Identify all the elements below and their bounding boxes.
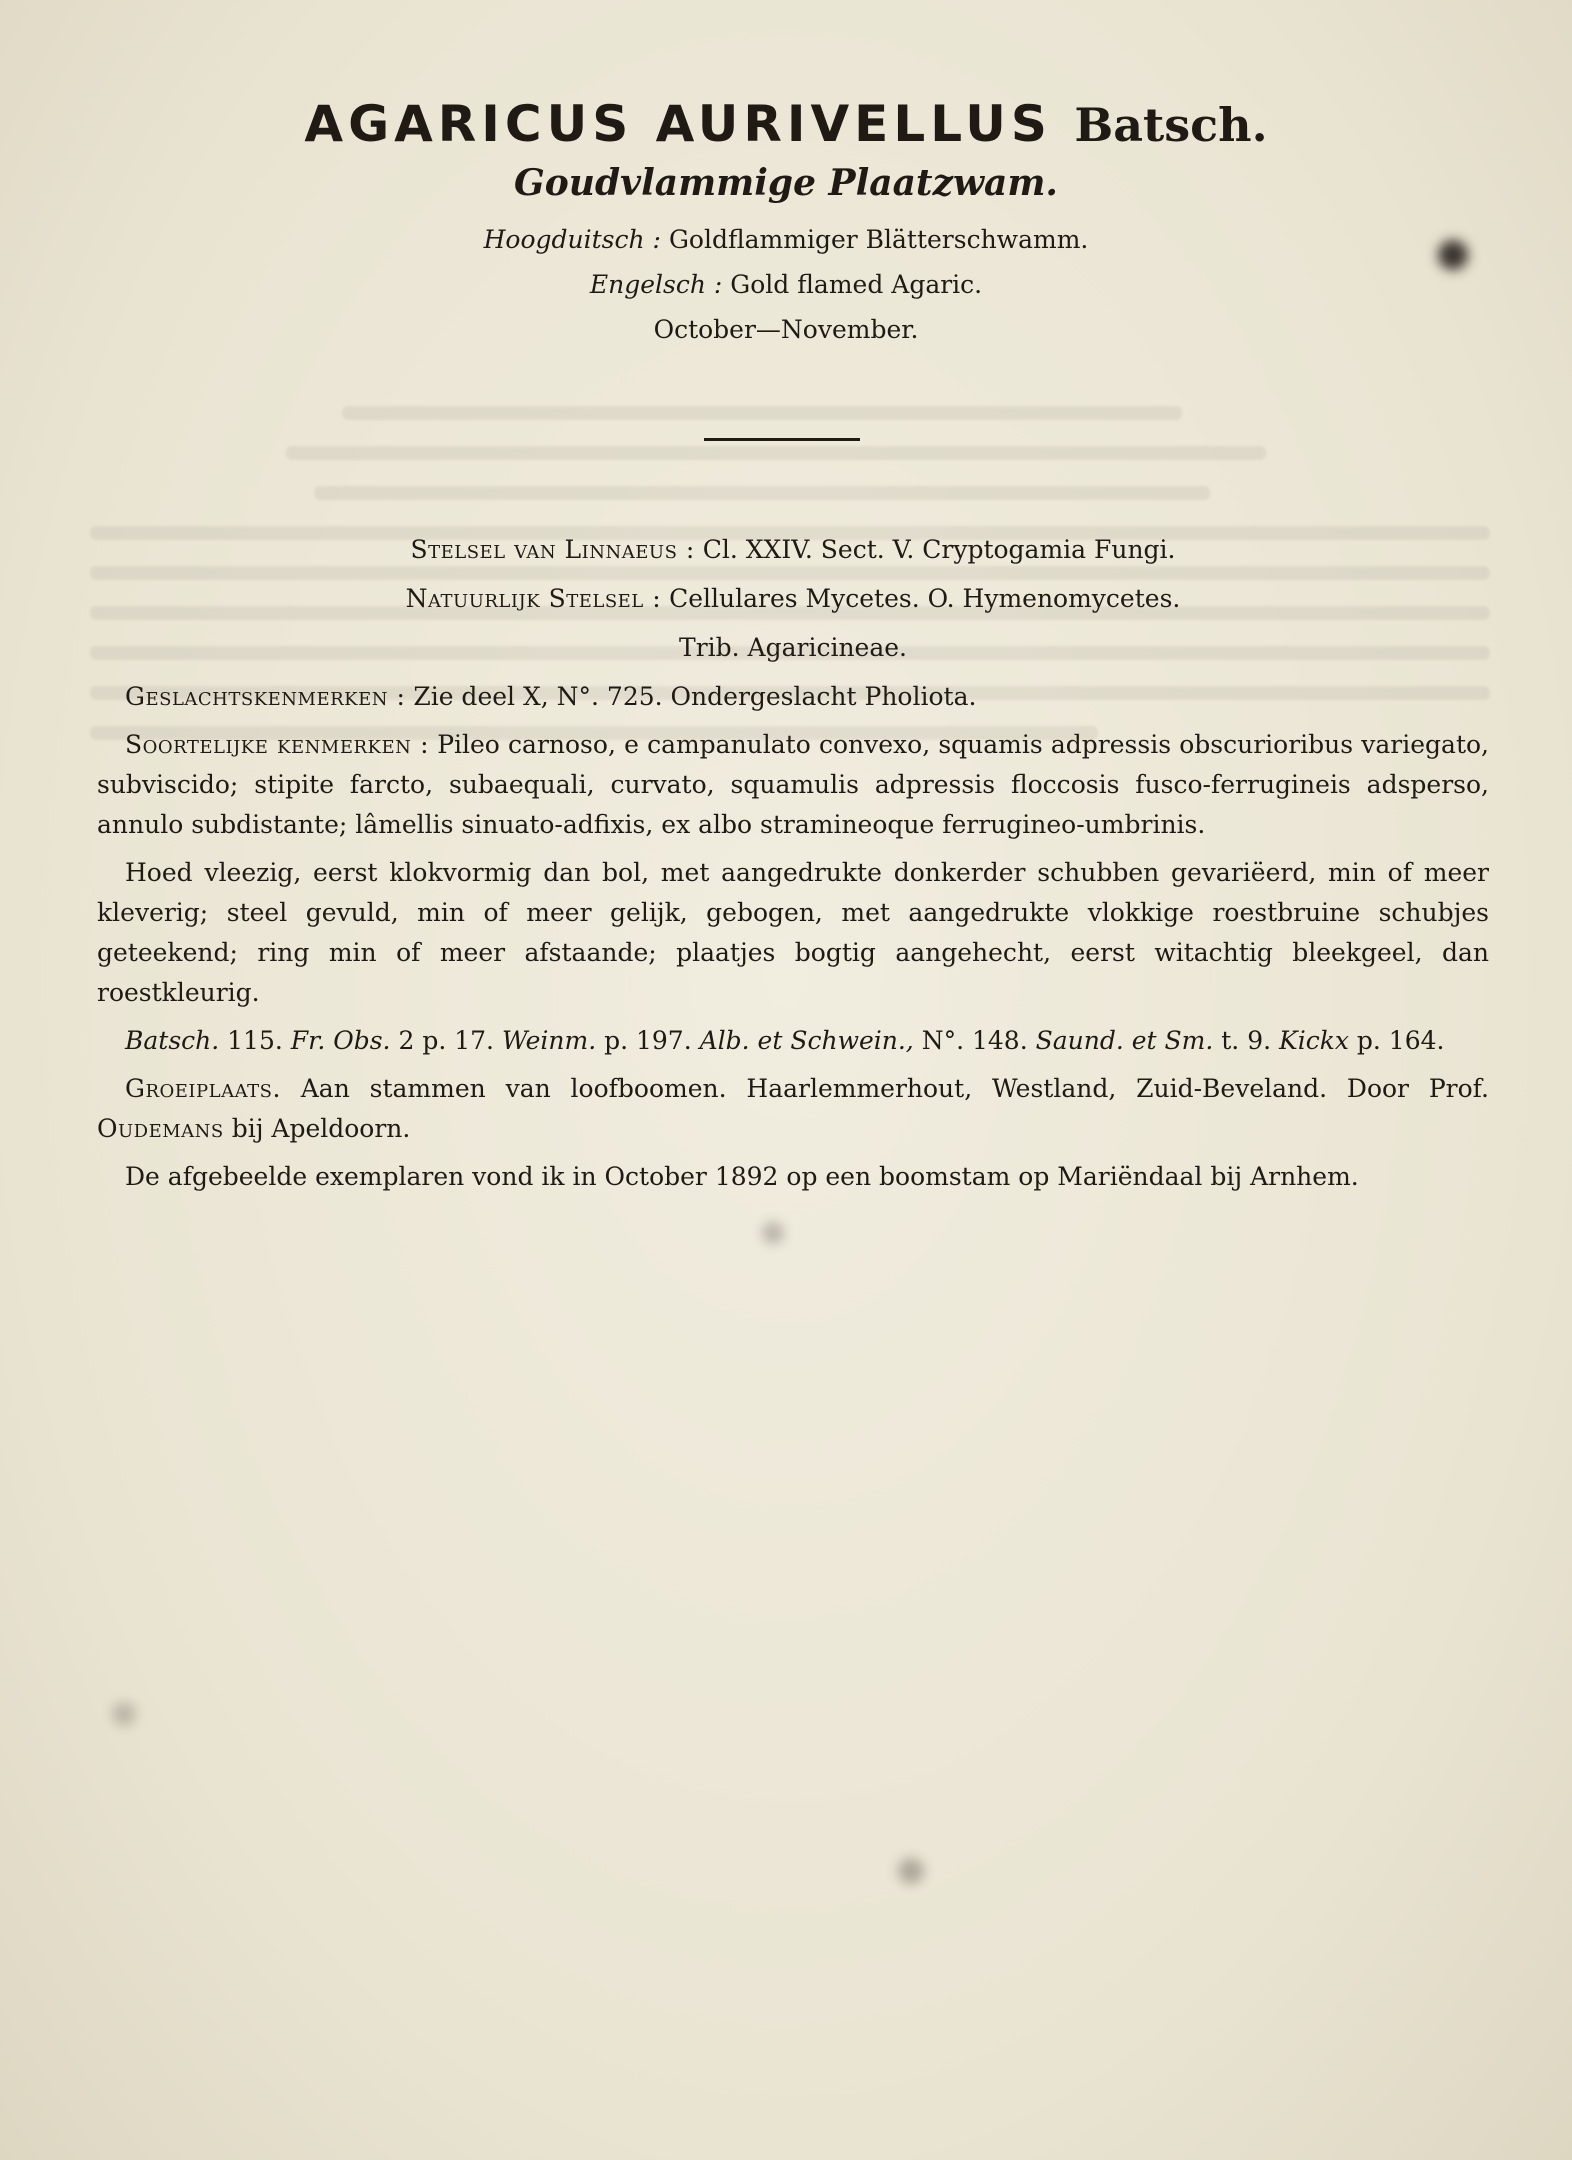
species-title xyxy=(0,95,1572,153)
english-name-line xyxy=(0,270,1572,299)
dutch-name: Goudvlammige Plaatzwam. xyxy=(514,162,1058,204)
ref-batsch-page: 115. xyxy=(227,1026,283,1055)
english-name: Gold flamed Agaric. xyxy=(730,270,983,299)
title-author: Batsch. xyxy=(1074,98,1268,152)
ref-kickx: Kickx xyxy=(1279,1026,1349,1055)
species-label: Soortelijke kenmerken : xyxy=(125,730,429,759)
ref-saunders-page: t. 9. xyxy=(1221,1026,1272,1055)
genus-paragraph xyxy=(97,677,1489,717)
habitat-label: Groeiplaats. xyxy=(125,1074,281,1103)
linnaeus-label: Stelsel van Linnaeus : xyxy=(410,535,695,564)
ref-saunders: Saund. et Sm. xyxy=(1035,1026,1214,1055)
habitat-person: Oudemans xyxy=(97,1114,224,1143)
ink-spot xyxy=(112,1702,136,1726)
collection-note: De afgebeelde exemplaren vond ik in October 1892 op een boomstam op Mariëndaal bij Arnhem. xyxy=(125,1162,1359,1191)
ref-weinmann-page: p. 197. xyxy=(604,1026,692,1055)
tribe-line: Trib. Agaricineae. xyxy=(679,633,907,662)
ref-albertini-page: N°. 148. xyxy=(921,1026,1028,1055)
german-label: Hoogduitsch : xyxy=(483,225,661,254)
species-paragraph xyxy=(97,725,1489,845)
species-text: Pileo carnoso, e campanulato convexo, squamis adpressis obscurioribus variegato, subviscido; stipite farcto, subaequali, curvato, squamulis adpressis floccosis fusco-ferrugineis adsperso, annulo subdistante; lâmellis sinuato-adfixis, ex albo stramineoque ferrugineo-umbrinis. xyxy=(97,730,1489,839)
habitat-text: Aan stammen van loofboomen. Haarlemmerhout, Westland, Zuid-Beveland. Door Prof. xyxy=(300,1074,1489,1103)
ref-weinmann: Weinm. xyxy=(501,1026,597,1055)
natural-text: Cellulares Mycetes. O. Hymenomycetes. xyxy=(669,584,1181,613)
references-paragraph xyxy=(97,1021,1489,1061)
habitat-paragraph xyxy=(97,1069,1489,1149)
natural-system-line xyxy=(97,579,1489,619)
ref-albertini: Alb. et Schwein., xyxy=(699,1026,914,1055)
season-line: October—November. xyxy=(653,315,919,344)
habitat-place: bij Apeldoorn. xyxy=(231,1114,411,1143)
english-label: Engelsch : xyxy=(589,270,723,299)
title-name: AGARICUS AURIVELLUS xyxy=(304,95,1052,153)
german-name: Goldflammiger Blätterschwamm. xyxy=(668,225,1089,254)
ink-spot xyxy=(762,1222,784,1244)
description-paragraph: Hoed vleezig, eerst klokvormig dan bol, met aangedrukte donkerder schubben gevariëerd, min of meer kleverig; steel gevuld, min of meer gelijk, gebogen, met aangedrukte vlokkige roestbruine schubjes geteekend; ring min of meer afstaande; plaatjes bogtig aangehecht, eerst witachtig bleekgeel, dan roestkleurig. xyxy=(97,858,1489,1007)
ref-fries-page: 2 p. 17. xyxy=(398,1026,494,1055)
divider-rule xyxy=(704,438,860,441)
ink-spot xyxy=(898,1858,924,1884)
ref-fries: Fr. Obs. xyxy=(290,1026,391,1055)
genus-text: Zie deel X, N°. 725. Ondergeslacht Pholiota. xyxy=(413,682,977,711)
linnaeus-line xyxy=(97,530,1489,570)
natural-label: Natuurlijk Stelsel : xyxy=(405,584,662,613)
genus-label: Geslachtskenmerken : xyxy=(125,682,406,711)
body-text xyxy=(97,530,1489,1205)
german-name-line xyxy=(0,225,1572,254)
ref-kickx-page: p. 164. xyxy=(1356,1026,1445,1055)
linnaeus-text: Cl. XXIV. Sect. V. Cryptogamia Fungi. xyxy=(702,535,1176,564)
ref-batsch: Batsch. xyxy=(125,1026,220,1055)
